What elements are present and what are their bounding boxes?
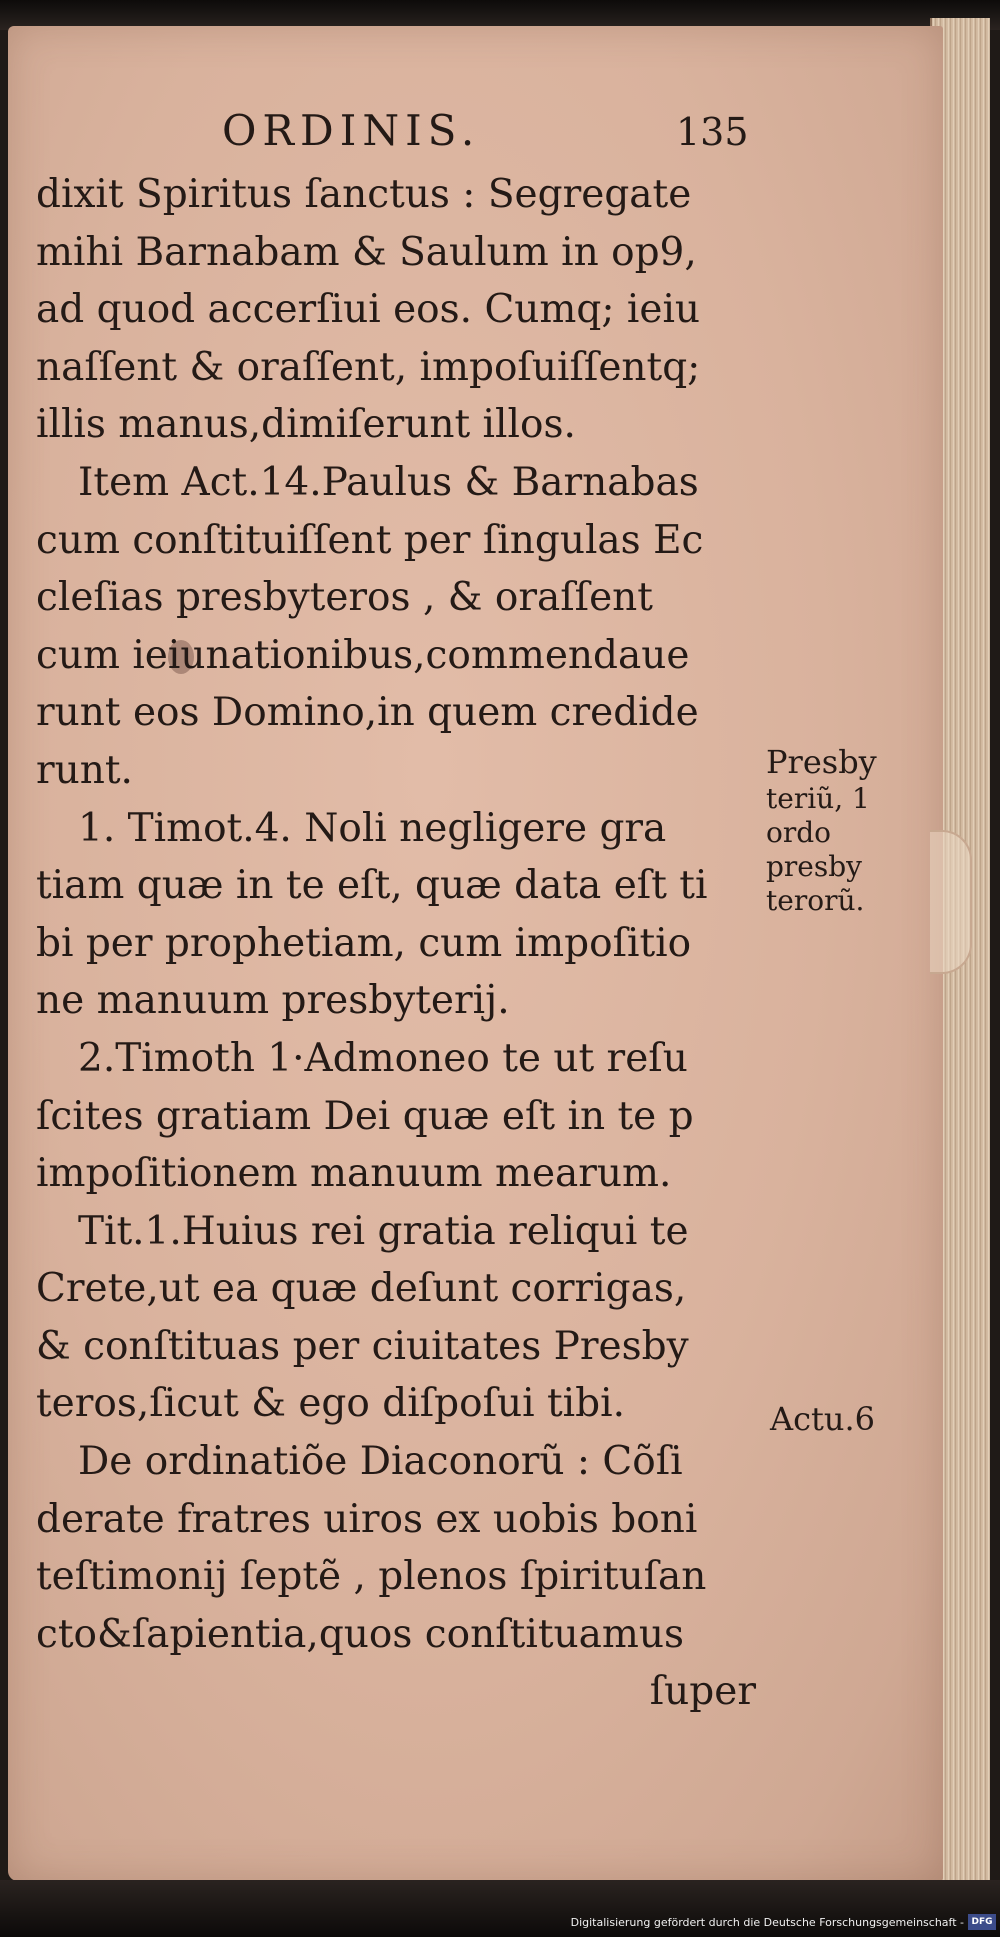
text-line: naſſent & oraſſent, impoſuiſſentq; <box>36 344 701 390</box>
text-line: derate fratres uiros ex uobis boni <box>36 1496 698 1542</box>
text-line: illis manus,dimiſerunt illos. <box>36 402 576 448</box>
marginal-line: teriũ, 1 <box>766 782 870 815</box>
marginal-line: Presby <box>766 743 877 781</box>
digitization-credit: Digitalisierung gefördert durch die Deutsche Forschungsgemeinschaft - <box>570 1916 964 1929</box>
marginal-note-presbyterium <box>766 742 916 918</box>
text-line: teros,ſicut & ego diſpoſui tibi. <box>36 1381 625 1427</box>
marginal-note-acts: Actu.6 <box>770 1400 876 1438</box>
text-line: ſcites gratiam Dei quæ eſt in te p <box>36 1093 694 1139</box>
text-line: cleſias presbyteros , & oraſſent <box>36 575 653 621</box>
text-line: bi per prophetiam, cum impoſitio <box>36 920 692 966</box>
running-head: ORDINIS. <box>222 106 481 155</box>
body-text <box>36 166 756 1721</box>
text-line: mihi Barnabam & Saulum in op9, <box>36 229 697 275</box>
text-line: runt. <box>36 747 133 793</box>
text-line: runt eos Domino,in quem credide <box>36 690 699 736</box>
catchword: ſuper <box>649 1669 756 1715</box>
text-line: teſtimonij ſeptẽ , plenos ſpirituſan <box>36 1554 707 1600</box>
text-line: & conſtituas per ciuitates Presby <box>36 1323 689 1369</box>
text-line: tiam quæ in te eſt, quæ data eſt ti <box>36 863 708 909</box>
text-line: 2.Timoth 1·Admoneo te ut reſu <box>78 1035 688 1081</box>
text-line: cum ieiunationibus,commendaue <box>36 632 690 678</box>
text-line: 1. Timot.4. Noli negligere gra <box>78 805 667 851</box>
text-line: Tit.1.Huius rei gratia reliqui te <box>78 1208 689 1254</box>
text-line: cum conſtituiſſent per ſingulas Ec <box>36 517 704 563</box>
page-tab-marker <box>930 830 972 974</box>
marginal-line: terorũ. <box>766 884 865 917</box>
text-line: Item Act.14.Paulus & Barnabas <box>78 459 699 505</box>
text-line: De ordinatiõe Diaconorũ : Cõſi <box>78 1439 683 1485</box>
text-line: dixit Spiritus ſanctus : Segregate <box>36 172 692 217</box>
text-line: ad quod accerſiui eos. Cumq; ieiu <box>36 287 701 333</box>
text-line: Crete,ut ea quæ deſunt corrigas, <box>36 1266 687 1312</box>
text-line: cto&ſapientia,quos conſtituamus <box>36 1611 684 1657</box>
page-number: 135 <box>676 110 749 154</box>
marginal-line: ordo <box>766 816 832 849</box>
marginal-line: presby <box>766 850 862 883</box>
dfg-logo: DFG <box>968 1914 996 1930</box>
text-line: impoſitionem manuum mearum. <box>36 1151 672 1197</box>
text-line: ne manuum presbyterij. <box>36 978 510 1024</box>
